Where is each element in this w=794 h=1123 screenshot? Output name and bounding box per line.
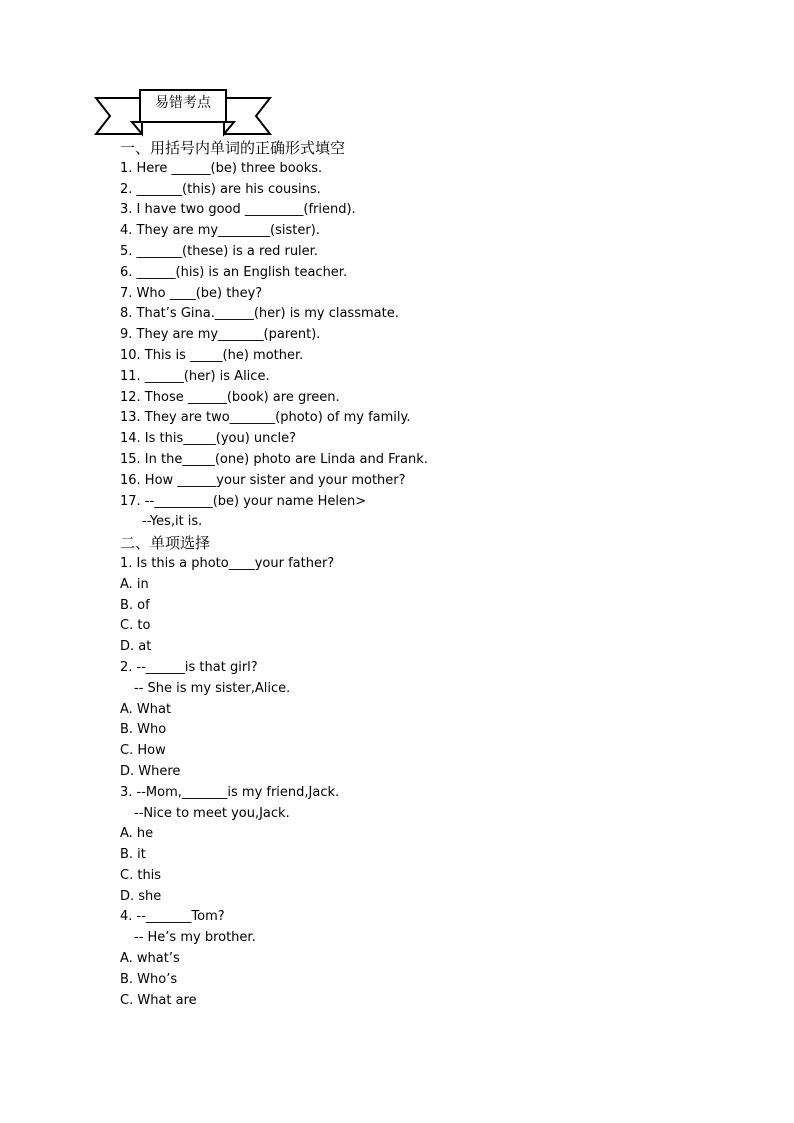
question-1-option-b: B. of [120,597,150,613]
fill-item-5: 5. _______(these) is a red ruler. [120,243,318,259]
fill-item-8: 8. That’s Gina.______(her) is my classmate. [120,306,399,322]
fill-item-12: 12. Those ______(book) are green. [120,389,340,405]
question-4-stem: 4. --_______Tom? [120,909,225,925]
fill-item-2: 2. _______(this) are his cousins. [120,181,321,197]
fill-item-17-answer: --Yes,it is. [142,514,203,530]
fill-item-16: 16. How ______your sister and your mother? [120,472,406,488]
section-heading-fill-blank: 一、用括号内单词的正确形式填空 [120,139,346,157]
question-1-option-a: A. in [120,576,149,592]
fill-item-11: 11. ______(her) is Alice. [120,368,270,384]
fill-item-6: 6. ______(his) is an English teacher. [120,264,348,280]
question-3-option-b: B. it [120,847,146,863]
fill-item-9: 9. They are my_______(parent). [120,327,321,343]
fill-item-13: 13. They are two_______(photo) of my family. [120,410,411,426]
fill-item-10: 10. This is _____(he) mother. [120,347,304,363]
question-2-stem: 2. --______is that girl? [120,659,258,675]
fill-item-17: 17. --_________(be) your name Helen> [120,493,367,509]
fill-item-14: 14. Is this_____(you) uncle? [120,431,297,447]
question-3-option-c: C. this [120,867,162,883]
question-1-option-d: D. at [120,639,152,655]
question-4-option-b: B. Who’s [120,971,178,987]
worksheet-content [120,138,720,1011]
question-3-stem: 3. --Mom,_______is my friend,Jack. [120,784,340,800]
fill-item-1: 1. Here ______(be) three books. [120,160,323,176]
question-2-option-b: B. Who [120,722,167,738]
banner-title: 易错考点 [155,95,211,111]
question-4-option-c: C. What are [120,992,197,1008]
fill-item-4: 4. They are my________(sister). [120,223,320,239]
fill-item-3: 3. I have two good _________(friend). [120,202,356,218]
question-3-reply: --Nice to meet you,Jack. [134,805,290,821]
question-4-option-a: A. what’s [120,951,180,967]
section-banner [92,86,274,142]
question-1-option-c: C. to [120,618,151,634]
question-3-option-d: D. she [120,888,162,904]
section-heading-multiple-choice: 二、单项选择 [120,534,211,553]
question-2-reply: -- She is my sister,Alice. [134,680,291,696]
question-4-reply: -- He’s my brother. [134,930,256,946]
question-2-option-d: D. Where [120,763,181,779]
question-3-option-a: A. he [120,826,154,842]
question-2-option-c: C. How [120,743,166,759]
fill-item-15: 15. In the_____(one) photo are Linda and Frank. [120,451,428,467]
question-1-stem: 1. Is this a photo____your father? [120,555,335,571]
question-2-option-a: A. What [120,701,172,717]
fill-item-7: 7. Who ____(be) they? [120,285,263,301]
